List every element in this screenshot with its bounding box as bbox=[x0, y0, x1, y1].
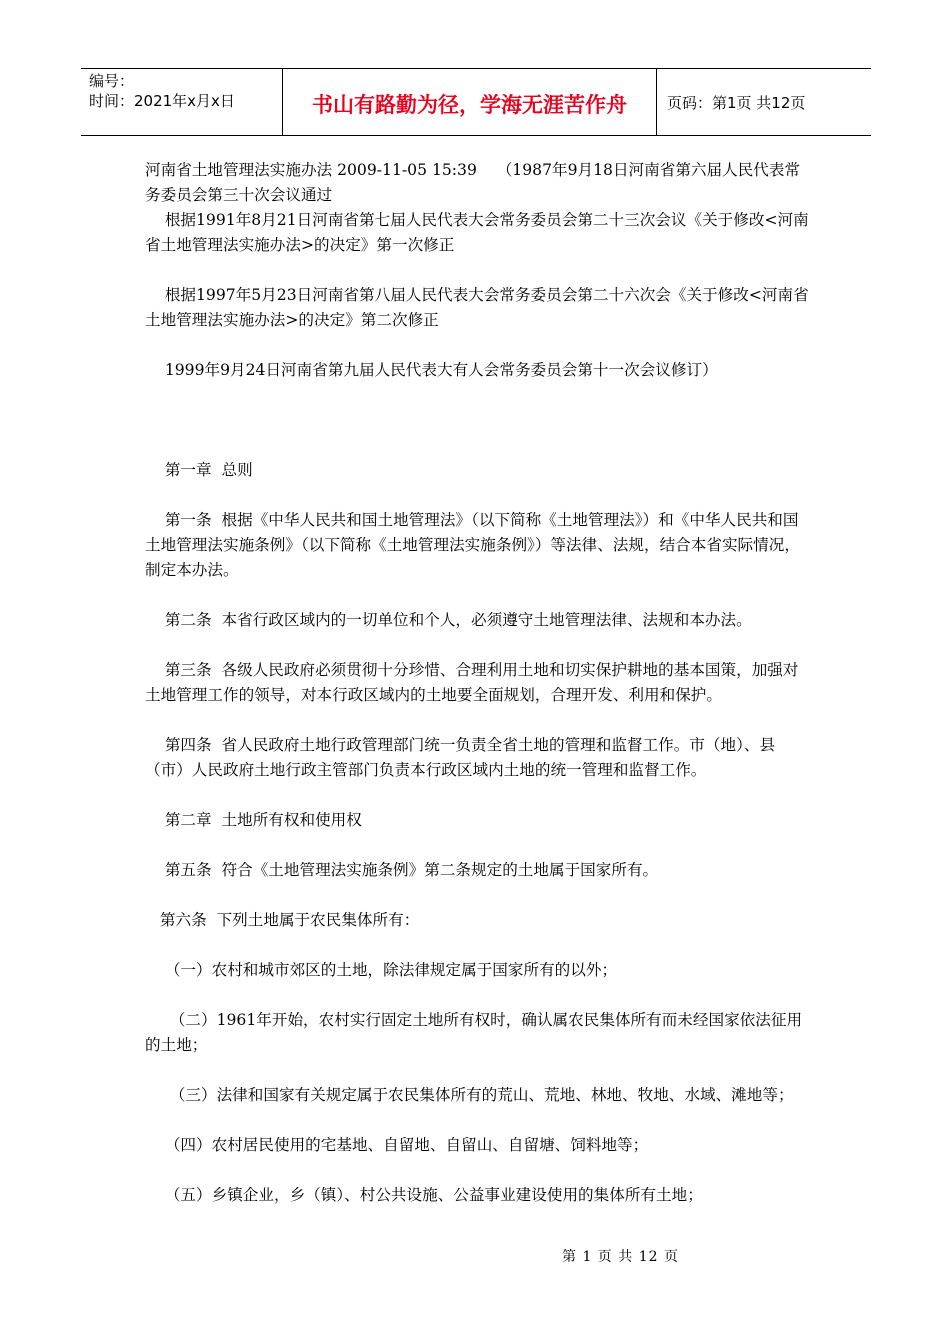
document-body bbox=[145, 158, 810, 1208]
article-1: 第一条 根据《中华人民共和国土地管理法》（以下简称《土地管理法》）和《中华人民共和国土地管理法实施条例》（以下简称《土地管理法实施条例》）等法律、法规，结合本省实际情况，制定本办法。 bbox=[145, 511, 800, 579]
document-time-label: 时间：2021年x月x日 bbox=[89, 92, 235, 110]
chapter-heading-2: 第二章 土地所有权和使用权 bbox=[145, 811, 362, 829]
page-footer: 第 1 页 共 12 页 bbox=[562, 1249, 679, 1265]
document-number-label: 编号： bbox=[89, 72, 135, 90]
article-5: 第五条 符合《土地管理法实施条例》第二条规定的土地属于国家所有。 bbox=[145, 861, 659, 879]
article-6-item-1: （一）农村和城市郊区的土地，除法律规定属于国家所有的以外； bbox=[145, 961, 618, 979]
document-header bbox=[81, 68, 871, 136]
header-meta bbox=[81, 69, 283, 135]
paragraph-revision: 1999年9月24日河南省第九届人民代表大有人会常务委员会第十一次会议修订） bbox=[145, 361, 718, 379]
article-6-item-3: （三）法律和国家有关规定属于农民集体所有的荒山、荒地、林地、牧地、水域、滩地等； bbox=[145, 1086, 794, 1104]
article-6-item-5: （五）乡镇企业，乡（镇）、村公共设施、公益事业建设使用的集体所有土地； bbox=[145, 1186, 703, 1204]
chapter-heading-1: 第一章 总则 bbox=[145, 461, 253, 479]
header-page-info: 页码：第1页 共12页 bbox=[667, 93, 806, 112]
paragraph-amendment-1: 根据1991年8月21日河南省第七届人民代表大会常务委员会第二十三次会议《关于修改<河南省土地管理法实施办法>的决定》第一次修正 bbox=[145, 211, 809, 254]
article-4: 第四条 省人民政府土地行政管理部门统一负责全省土地的管理和监督工作。市（地）、县（市）人民政府土地行政主管部门负责本行政区域内土地的统一管理和监督工作。 bbox=[145, 736, 776, 779]
article-2: 第二条 本省行政区域内的一切单位和个人，必须遵守土地管理法律、法规和本办法。 bbox=[145, 611, 752, 629]
paragraph-amendment-2: 根据1997年5月23日河南省第八届人民代表大会常务委员会第二十六次会《关于修改<河南省土地管理法实施办法>的决定》第二次修正 bbox=[145, 286, 809, 329]
article-3: 第三条 各级人民政府必须贯彻十分珍惜、合理利用土地和切实保护耕地的基本国策，加强对土地管理工作的领导，对本行政区域内的土地要全面规划，合理开发、利用和保护。 bbox=[145, 661, 799, 704]
article-6-item-4: （四）农村居民使用的宅基地、自留地、自留山、自留塘、饲料地等； bbox=[145, 1136, 649, 1154]
header-motto: 书山有路勤为径，学海无涯苦作舟 bbox=[283, 69, 657, 135]
paragraph-title-intro: 河南省土地管理法实施办法 2009-11-05 15:39 （1987年9月18日河南省第六届人民代表常务委员会第三十次会议通过 bbox=[145, 161, 801, 204]
article-6-item-2: （二）1961年开始，农村实行固定土地所有权时，确认属农民集体所有而未经国家依法征用的土地； bbox=[145, 1011, 803, 1054]
article-6: 第六条 下列土地属于农民集体所有： bbox=[145, 911, 420, 929]
